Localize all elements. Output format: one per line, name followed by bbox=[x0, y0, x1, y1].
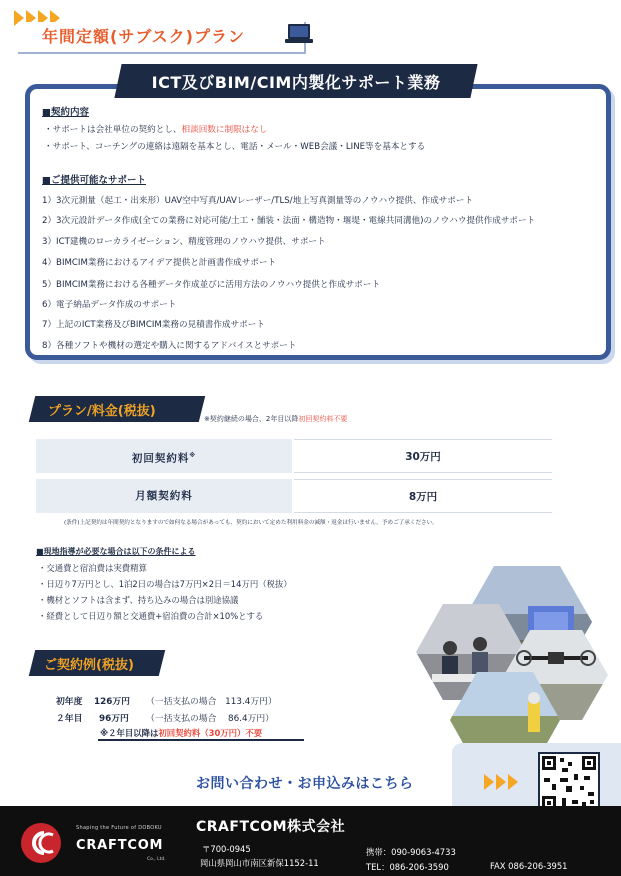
service-item: 7）上記のICT業務及びBIMCIM業務の見積書作成サポート bbox=[42, 320, 265, 330]
service-item: 1）3次元測量（起工・出来形）UAV空中写真/UAVレーザー/TLS/地上写真測量等のノウハウ提供、作成サポート bbox=[42, 196, 474, 206]
arrow-icon bbox=[484, 772, 532, 792]
craftcom-logo bbox=[20, 822, 62, 864]
tel[interactable]: TEL：086-206-3590 bbox=[366, 862, 449, 872]
condition-item: ・日辺り7万円とし、1泊2日の場合は7万円×2日＝14万円（税抜） bbox=[38, 579, 292, 589]
footer-ltd: Co., Ltd. bbox=[147, 857, 166, 862]
example-amount: 96万円 bbox=[99, 714, 129, 724]
example-footnote: ※２年目以降は初回契約料（30万円）不要 bbox=[100, 728, 263, 738]
company-name: CRAFTCOM株式会社 bbox=[196, 819, 346, 835]
plan-tag-label: プラン/料金(税抜) bbox=[48, 404, 156, 419]
service-item: 3）ICT建機のローカライゼーション、精度管理のノウハウ提供、サポート bbox=[42, 237, 326, 247]
example-tag-label: ご契約例(税抜) bbox=[44, 658, 134, 673]
qr-code-icon bbox=[540, 754, 598, 812]
service-item: 4）BIMCIM業務におけるアイデア提供と計画書作成サポート bbox=[42, 258, 277, 268]
plan-row-value: 30万円 bbox=[294, 439, 552, 473]
qr-code[interactable] bbox=[538, 752, 600, 814]
service-item: 6）電子納品データ作成のサポート bbox=[42, 300, 177, 310]
fax: FAX 086-206-3951 bbox=[490, 861, 568, 871]
contract-line: ・サポートは会社単位の契約とし、相談回数に制限はなし bbox=[44, 125, 268, 135]
contract-line: ・サポート、コーチングの連絡は遠隔を基本とし、電話・メール・WEB会議・LINE等を基本とする bbox=[44, 142, 426, 152]
postal-code: 〒700-0945 bbox=[202, 844, 251, 854]
example-year: 初年度 bbox=[56, 697, 83, 707]
example-note: （一括支払の場合 113.4万円） bbox=[146, 697, 277, 707]
mobile[interactable]: 携帯：090-9063-4733 bbox=[366, 847, 456, 857]
service-item: 8）各種ソフトや機材の選定や購入に関するアドバイスとサポート bbox=[42, 341, 297, 351]
footer-brand: CRAFTCOM bbox=[76, 838, 164, 853]
service-item: 2）3次元設計データ作成(全ての業務に対応可能/土工・舗装・法面・構造物・堰堤・電線共同溝他)のノウハウ提供作成サポート bbox=[42, 216, 536, 226]
plan-row-value: 8万円 bbox=[294, 479, 552, 513]
plan-note: ※契約継続の場合、2年目以降初回契約料不要 bbox=[204, 415, 348, 423]
footer-tagline: Shaping the Future of DOBOKU bbox=[76, 825, 162, 831]
address: 岡山県岡山市南区新保1152-11 bbox=[200, 858, 319, 868]
plan-fine-print: (条件)上記契約は年間契約となりますので如何なる場合があっても、契約において定めた利用料金の減額・返金は行いません。予めご了承ください。 bbox=[64, 520, 438, 526]
condition-item: ・経費として日辺り額と交通費+宿泊費の合計×10%とする bbox=[38, 611, 264, 621]
ribbon-title: ICT及びBIM/CIM内製化サポート業務 bbox=[151, 73, 441, 92]
example-amount: 126万円 bbox=[94, 697, 130, 707]
plan-row-label: 月額契約料 bbox=[36, 479, 292, 513]
example-underline bbox=[98, 739, 304, 741]
contact-heading[interactable]: お問い合わせ・お申込みはこちら bbox=[196, 776, 414, 792]
service-item: 5）BIMCIM業務における各種データ作成並びに活用方法のノウハウ提供と作成サポート bbox=[42, 280, 381, 290]
condition-item: ・機材とソフトは含まず、持ち込みの場合は別途協議 bbox=[38, 595, 239, 605]
condition-item: ・交通費と宿泊費は実費精算 bbox=[38, 563, 147, 573]
page-title: 年間定額(サブスク)プラン bbox=[42, 27, 245, 46]
example-year: ２年目 bbox=[56, 714, 83, 724]
contract-heading: ■契約内容 bbox=[42, 107, 89, 118]
plan-row-label: 初回契約料※ bbox=[36, 439, 292, 473]
laptop-icon bbox=[284, 22, 314, 46]
example-note: （一括支払の場合 86.4万円） bbox=[146, 714, 274, 724]
services-heading: ■ご提供可能なサポート bbox=[42, 175, 146, 186]
conditions-heading: ■現地指導が必要な場合は以下の条件による bbox=[36, 547, 196, 556]
